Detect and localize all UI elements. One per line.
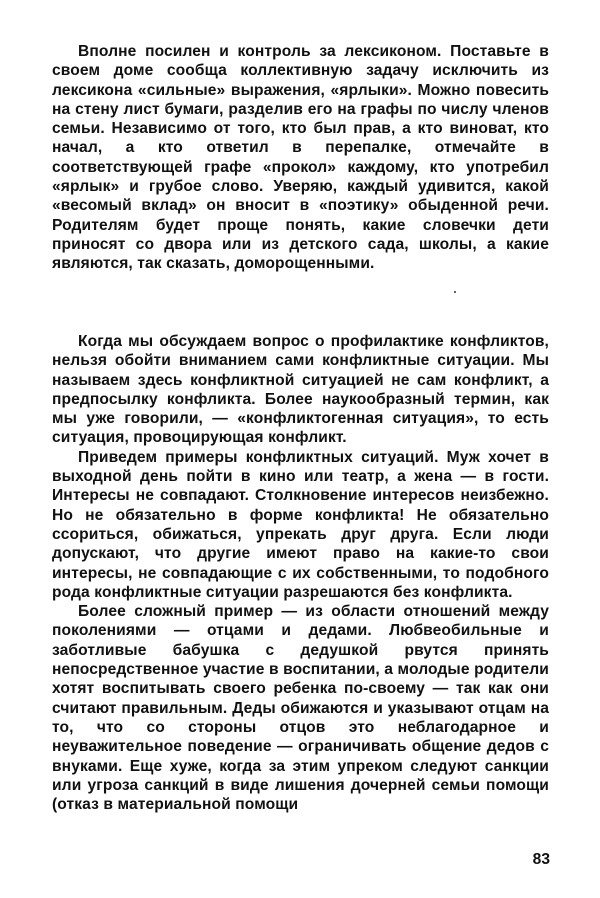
paragraph-conflict-situations: Когда мы обсуждаем вопрос о профилактике конфликтов, нельзя обойти вниманием сами конфликтные ситуации. Мы называем здесь конфликтной ситуацией не сам конфликт, а предпосылку конфликта. Более наукообразный термин, как мы уже говорили, — «конфликтогенная ситуация», то есть ситуация, провоцирующая конфликт. [52,333,549,447]
page-number: 83 [532,851,550,868]
text-block-top [52,42,549,274]
paragraph-generations: Более сложный пример — из области отношений между поколениями — отцами и дедами. Любвеобильные и заботливые бабушка с дедушкой рвутся принять непосредственное участие в воспитании, а молодые родители хотят воспитывать своего ребенка по-своему — так как они считают правильным. Деды обижаются и указывают отцам на то, что со стороны отцов это неблагодарное и неуважительное поведение — ограничивать общение дедов с внуками. Еще хуже, когда за этим упреком следуют санкции или угроза санкций в виде лишения дочерней семьи помощи (отказ в материальной помощи [52,603,549,814]
paragraph-vocabulary-control: Вполне посилен и контроль за лексиконом. Поставьте в своем доме сообща коллективную задачу исключить из лексикона «сильные» выражения, «ярлыки». Можно повесить на стену лист бумаги, разделив его на графы по числу членов семьи. Независимо от того, кто был прав, а кто виноват, кто начал, а кто ответил в перепалке, отмечайте в соответствующей графе «прокол» каждому, кто употребил «ярлык» и грубое слово. Уверяю, каждый удивится, какой «весомый вклад» он вносит в «поэтику» обыденной речи. Родителям будет проще понять, какие словечки дети приносят со двора или из детского сада, школы, а какие являются, так сказать, доморощенными. [52,43,549,273]
text-block-main [52,332,549,814]
stray-dot [454,291,456,293]
paragraph-examples: Приведем примеры конфликтных ситуаций. Муж хочет в выходной день пойти в кино или театр, а жена — в гости. Интересы не совпадают. Столкновение интересов неизбежно. Но не обязательно в форме конфликта! Не обязательно ссориться, обижаться, упрекать друг друга. Если люди допускают, что другие имеют право на какие-то свои интересы, не совпадающие с их собственными, то подобного рода конфликтные ситуации разрешаются без конфликта. [52,448,549,601]
